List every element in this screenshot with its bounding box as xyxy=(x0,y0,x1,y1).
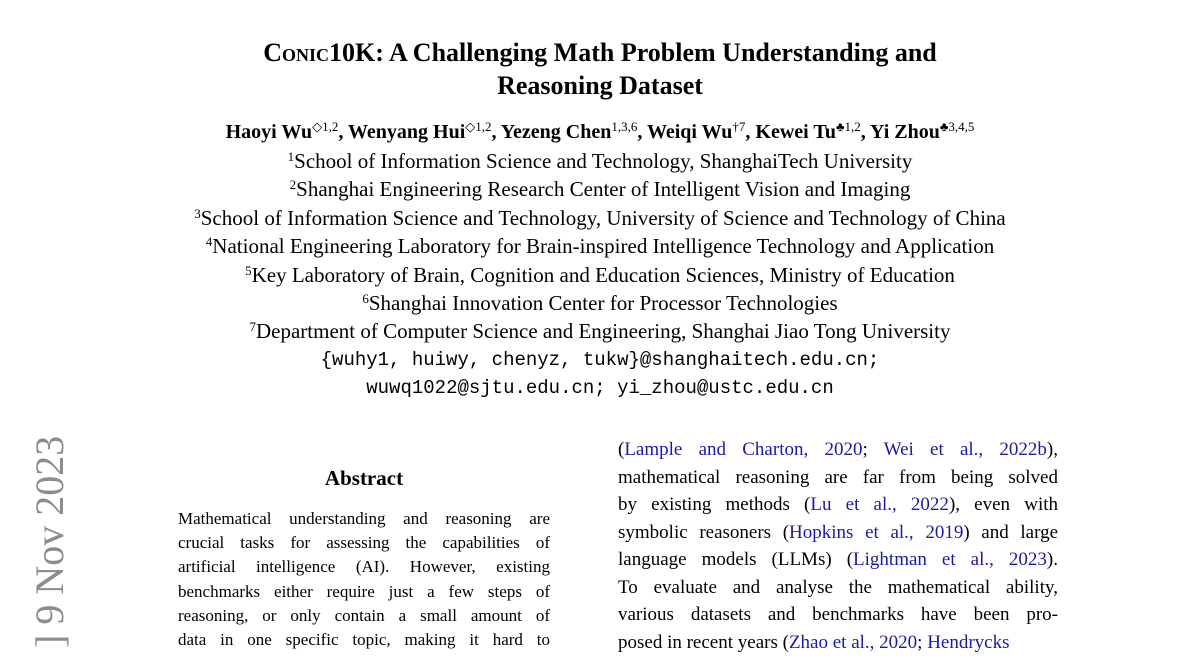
author-list: Haoyi $Wu^{◇1,2}$, Wenyang Hui$^{◇1,2}$, Yezeng Chen$^{1,3,6}$, Weiqi Wu$^{\dagger 7}$, Kewei $Tu^{♣1,2}$, Yi Zhou$^{♣3,4,5}$ xyxy=(0,118,1200,146)
author-name: Kewei Tu xyxy=(755,121,836,143)
affiliation-text: National Engineering Laboratory for Brain-inspired Intelligence Technology and Application xyxy=(212,234,994,258)
abstract-heading: Abstract xyxy=(178,464,550,492)
text: ). xyxy=(1047,549,1058,570)
affiliation-number: 4 xyxy=(206,234,213,249)
abstract-line: Mathematical understanding and reasoning are xyxy=(178,507,550,531)
affiliation xyxy=(0,147,1200,175)
author-name: Weiqi Wu xyxy=(647,121,732,143)
abstract-line: artificial intelligence (AI). However, existing xyxy=(178,555,550,579)
email-line: {wuhy1, huiwy, chenyz, tukw}@shanghaitech.edu.cn; xyxy=(0,346,1200,374)
title-smallcaps: Conic xyxy=(263,38,329,67)
affiliation-text: School of Information Science and Technology, ShanghaiTech University xyxy=(294,149,912,173)
intro-line xyxy=(618,546,1058,574)
email-line: wuwq1022@sjtu.edu.cn; yi_zhou@ustc.edu.cn xyxy=(0,374,1200,402)
affiliation-number: 3 xyxy=(194,206,201,221)
citation-link[interactable]: Wei et al., 2022b xyxy=(884,439,1047,460)
arxiv-stamp: ] 9 Nov 2023 xyxy=(28,436,72,648)
citation-link[interactable]: Hendrycks xyxy=(927,632,1009,653)
affiliation xyxy=(0,317,1200,345)
affiliation-number: 2 xyxy=(290,177,297,192)
affiliation-list xyxy=(0,147,1200,403)
abstract-line: crucial tasks for assessing the capabilities of xyxy=(178,531,550,555)
author-marks: 1,3,6 xyxy=(611,119,637,134)
author-name: Yi Zhou xyxy=(870,121,940,143)
affiliation-text: Key Laboratory of Brain, Cognition and Education Sciences, Ministry of Education xyxy=(252,263,955,287)
citation-link[interactable]: Lightman et al., 2023 xyxy=(853,549,1047,570)
abstract-line: reasoning, or only contain a small amount of xyxy=(178,604,550,628)
title-line-1 xyxy=(0,36,1200,69)
affiliation xyxy=(0,232,1200,260)
affiliation xyxy=(0,175,1200,203)
intro-line xyxy=(618,519,1058,547)
affiliation-number: 6 xyxy=(362,291,369,306)
author-name: Wenyang Hui xyxy=(348,121,465,143)
author-marks: †7 xyxy=(732,119,745,134)
paper-title xyxy=(0,36,1200,102)
intro-line: mathematical reasoning are far from being solved xyxy=(618,464,1058,492)
text: language models (LLMs) ( xyxy=(618,549,853,570)
affiliation-text: Department of Computer Science and Engineering, Shanghai Jiao Tong University xyxy=(256,319,950,343)
affiliation xyxy=(0,289,1200,317)
text: ), even with xyxy=(949,494,1058,515)
abstract-line: benchmarks either require just a few steps of xyxy=(178,580,550,604)
citation-link[interactable]: Zhao et al., 2020 xyxy=(789,632,917,653)
intro-line xyxy=(618,436,1058,464)
citation-link[interactable]: Lample and Charton, 2020 xyxy=(624,439,862,460)
affiliation xyxy=(0,204,1200,232)
abstract-body xyxy=(178,507,550,652)
affiliation-number: 5 xyxy=(245,263,252,278)
intro-line: various datasets and benchmarks have been pro- xyxy=(618,601,1058,629)
text: ) and large xyxy=(963,522,1058,543)
author-marks: ♣3,4,5 xyxy=(940,119,975,134)
affiliation xyxy=(0,261,1200,289)
affiliation-text: Shanghai Engineering Research Center of Intelligent Vision and Imaging xyxy=(296,177,910,201)
citation-link[interactable]: Hopkins et al., 2019 xyxy=(789,522,963,543)
text: by existing methods ( xyxy=(618,494,810,515)
text: ; xyxy=(917,632,927,653)
title-line-2: Reasoning Dataset xyxy=(0,69,1200,102)
affiliation-number: 1 xyxy=(288,149,295,164)
intro-column xyxy=(618,436,1058,656)
affiliation-text: School of Information Science and Technology, University of Science and Technology of China xyxy=(201,206,1006,230)
text: symbolic reasoners ( xyxy=(618,522,789,543)
affiliation-text: Shanghai Innovation Center for Processor Technologies xyxy=(369,291,838,315)
intro-line xyxy=(618,491,1058,519)
author-marks: ♣1,2 xyxy=(836,119,861,134)
intro-line: To evaluate and analyse the mathematical ability, xyxy=(618,574,1058,602)
intro-line xyxy=(618,629,1058,656)
text: ( xyxy=(618,439,624,460)
citation-link[interactable]: Lu et al., 2022 xyxy=(810,494,949,515)
affiliation-number: 7 xyxy=(250,319,257,334)
author-marks: ◇1,2 xyxy=(312,119,338,134)
author-marks: ◇1,2 xyxy=(465,119,491,134)
abstract-line: data in one specific topic, making it hard to xyxy=(178,628,550,652)
text: posed in recent years ( xyxy=(618,632,789,653)
author-name: Haoyi Wu xyxy=(226,121,313,143)
text: ), xyxy=(1047,439,1058,460)
text: ; xyxy=(862,439,883,460)
author-name: Yezeng Chen xyxy=(501,121,612,143)
title-line-1-rest: 10K: A Challenging Math Problem Understanding and xyxy=(329,38,937,67)
